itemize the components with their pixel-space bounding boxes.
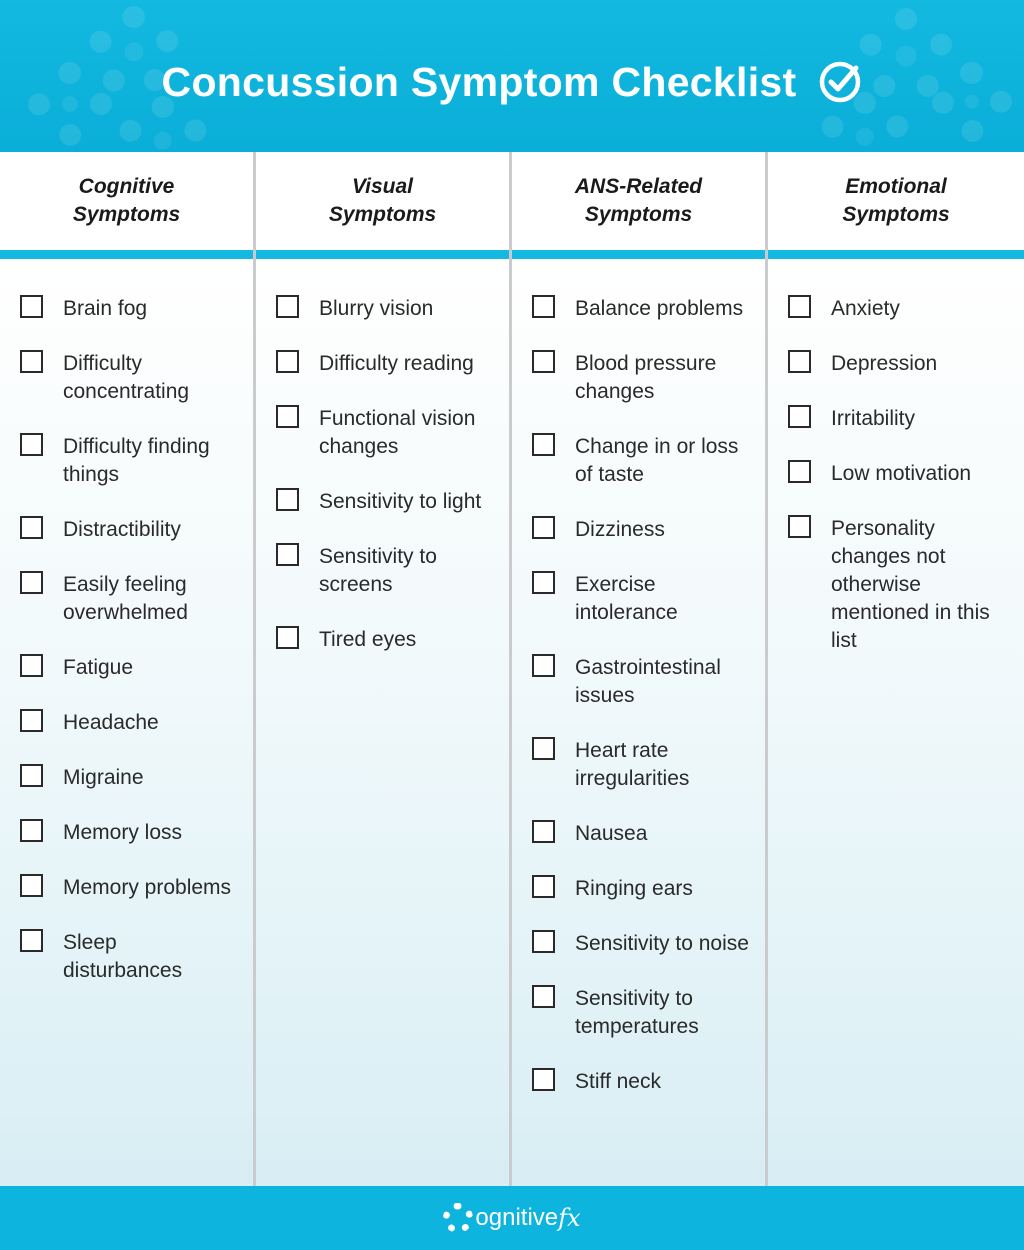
checkbox[interactable] — [276, 405, 299, 428]
checklist-item — [788, 405, 1010, 433]
symptom-list — [768, 259, 1024, 1186]
checklist-item-label: Balance problems — [575, 297, 744, 320]
column-heading: Visual Symptoms — [256, 152, 509, 250]
checklist-item-label: Nausea — [575, 822, 648, 845]
checklist-item — [532, 350, 751, 406]
heading-rule — [0, 250, 253, 259]
checklist-item-label: Heart rate irregularities — [575, 739, 690, 790]
checklist-item — [532, 516, 751, 544]
checklist-item-label: Memory problems — [63, 876, 232, 899]
checklist-item-label: Distractibility — [63, 518, 181, 541]
checklist-item-label: Irritability — [831, 407, 916, 430]
heading-rule — [256, 250, 509, 259]
checklist-item-label: Stiff neck — [575, 1070, 661, 1093]
checkbox[interactable] — [276, 488, 299, 511]
column-ans-related — [512, 152, 768, 1186]
checklist-item — [20, 654, 239, 682]
checklist-item-label: Easily feeling overwhelmed — [63, 573, 188, 624]
checkbox[interactable] — [276, 350, 299, 373]
checklist-item — [276, 543, 495, 599]
checklist-item — [20, 295, 239, 323]
symptom-list — [256, 259, 509, 1186]
checklist-item — [20, 764, 239, 792]
checklist-item-label: Blurry vision — [319, 297, 434, 320]
checkbox[interactable] — [20, 295, 43, 318]
checkbox[interactable] — [20, 764, 43, 787]
checkbox[interactable] — [532, 654, 555, 677]
checkbox[interactable] — [788, 405, 811, 428]
checklist-item — [20, 874, 239, 902]
checklist-item — [788, 350, 1010, 378]
checkbox[interactable] — [532, 737, 555, 760]
checkbox[interactable] — [20, 929, 43, 952]
checkbox[interactable] — [20, 571, 43, 594]
checklist-item — [20, 516, 239, 544]
column-heading: Emotional Symptoms — [768, 152, 1024, 250]
checklist-item-label: Sensitivity to noise — [575, 932, 749, 955]
checklist-item-label: Depression — [831, 352, 938, 375]
checklist-item — [532, 295, 751, 323]
brand-logo — [443, 1203, 580, 1233]
checklist-item — [788, 460, 1010, 488]
checklist-columns — [0, 152, 1024, 1186]
column-emotional — [768, 152, 1024, 1186]
checkbox[interactable] — [788, 460, 811, 483]
checkbox[interactable] — [788, 350, 811, 373]
checklist-item-label: Sleep disturbances — [63, 931, 183, 982]
header-banner — [0, 0, 1024, 152]
checklist-item-label: Sensitivity to screens — [319, 545, 437, 596]
heading-rule — [768, 250, 1024, 259]
checklist-item-label: Memory loss — [63, 821, 183, 844]
page-title: Concussion Symptom Checklist — [161, 58, 797, 105]
checkbox[interactable] — [20, 350, 43, 373]
checklist-item — [532, 985, 751, 1041]
checkbox[interactable] — [20, 516, 43, 539]
checklist-item — [276, 405, 495, 461]
column-visual — [256, 152, 512, 1186]
checklist-item-label: Sensitivity to light — [319, 490, 482, 513]
checkbox[interactable] — [20, 654, 43, 677]
column-heading: ANS-Related Symptoms — [512, 152, 765, 250]
checklist-item — [532, 737, 751, 793]
symptom-list — [512, 259, 765, 1186]
checkbox[interactable] — [532, 295, 555, 318]
checklist-item — [788, 515, 1010, 655]
checklist-item — [788, 295, 1010, 323]
check-circle-icon — [818, 60, 862, 104]
checklist-item — [532, 571, 751, 627]
checkbox[interactable] — [532, 820, 555, 843]
checklist-item — [532, 875, 751, 903]
checkbox[interactable] — [532, 433, 555, 456]
checkbox[interactable] — [276, 626, 299, 649]
checklist-item — [532, 654, 751, 710]
checkbox[interactable] — [532, 985, 555, 1008]
checklist-item-label: Change in or loss of taste — [575, 435, 739, 486]
checklist-item-label: Tired eyes — [319, 628, 417, 651]
checklist-item-label: Anxiety — [831, 297, 900, 320]
checklist-item-label: Functional vision changes — [319, 407, 476, 458]
symptom-list — [0, 259, 253, 1186]
column-heading: Cognitive Symptoms — [0, 152, 253, 250]
checklist-item — [276, 626, 495, 654]
checkbox[interactable] — [276, 543, 299, 566]
checklist-item — [532, 433, 751, 489]
checklist-item-label: Ringing ears — [575, 877, 693, 900]
checklist-item — [532, 820, 751, 848]
heading-rule — [512, 250, 765, 259]
checkbox[interactable] — [20, 433, 43, 456]
checkbox[interactable] — [532, 930, 555, 953]
checklist-item-label: Personality changes not otherwise mentioned in this list — [831, 517, 990, 652]
logo-wordmark: ognitive — [475, 1204, 559, 1231]
checkbox[interactable] — [20, 819, 43, 842]
checklist-item — [20, 350, 239, 406]
checklist-item-label: Blood pressure changes — [575, 352, 717, 403]
checklist-item — [20, 819, 239, 847]
checklist-item-label: Exercise intolerance — [575, 573, 678, 624]
checkbox[interactable] — [788, 515, 811, 538]
checkbox[interactable] — [788, 295, 811, 318]
checklist-item-label: Migraine — [63, 766, 144, 789]
footer-bar — [0, 1186, 1024, 1250]
checklist-item — [20, 929, 239, 985]
checklist-item — [532, 1068, 751, 1096]
checklist-item — [20, 709, 239, 737]
checklist-item-label: Difficulty concentrating — [63, 352, 190, 403]
checklist-item-label: Brain fog — [63, 297, 148, 320]
checkbox[interactable] — [20, 709, 43, 732]
gear-icon — [443, 1203, 473, 1233]
checklist-item — [532, 930, 751, 958]
checkbox[interactable] — [532, 516, 555, 539]
checklist-item-label: Fatigue — [63, 656, 134, 679]
checkbox[interactable] — [532, 1068, 555, 1091]
checklist-item — [276, 488, 495, 516]
checklist-item — [276, 350, 495, 378]
checklist-item-label: Difficulty reading — [319, 352, 474, 375]
checklist-item-label: Dizziness — [575, 518, 665, 541]
checkbox[interactable] — [276, 295, 299, 318]
checklist-item-label: Headache — [63, 711, 159, 734]
checklist-item-label: Low motivation — [831, 462, 972, 485]
checklist-item-label: Sensitivity to temperatures — [575, 987, 699, 1038]
checkbox[interactable] — [532, 875, 555, 898]
checklist-item — [20, 433, 239, 489]
checklist-item — [276, 295, 495, 323]
column-cognitive — [0, 152, 256, 1186]
logo-wordmark-fx: fx — [558, 1204, 581, 1232]
checkbox[interactable] — [532, 571, 555, 594]
checklist-item — [20, 571, 239, 627]
checkbox[interactable] — [20, 874, 43, 897]
checkbox[interactable] — [532, 350, 555, 373]
checklist-item-label: Gastrointestinal issues — [575, 656, 721, 707]
checklist-item-label: Difficulty finding things — [63, 435, 210, 486]
